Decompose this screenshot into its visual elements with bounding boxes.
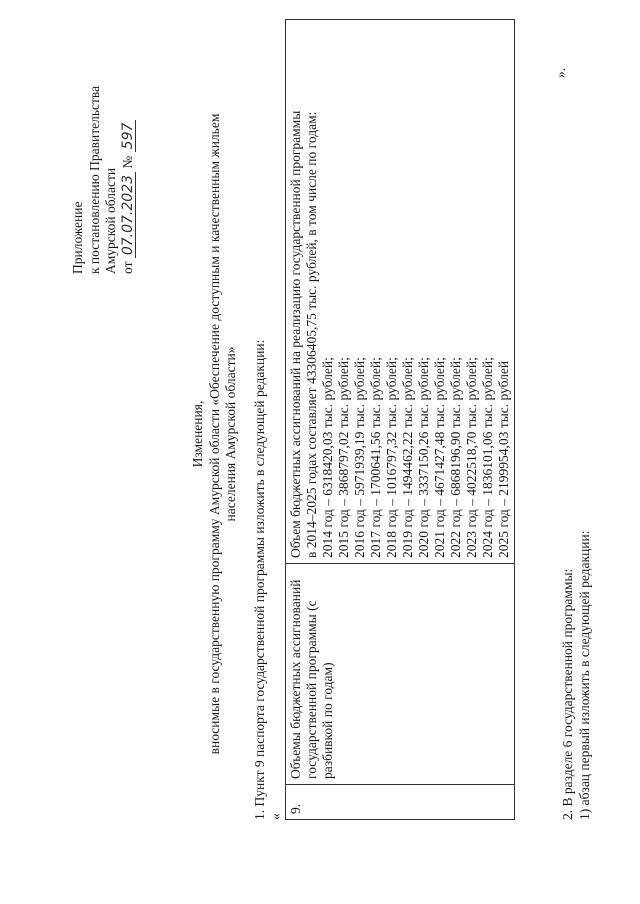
table-row <box>286 20 515 820</box>
row-content <box>286 20 515 564</box>
section-2-line-2: 1) абзац первый изложить в следующей редакции: <box>576 530 592 820</box>
item-1-text: 1. Пункт 9 паспорта государственной программы изложить в следующей редакции: <box>252 339 267 820</box>
summary-line-2: в 2014–2025 годах составляет 43306405,75 тыс. рублей, в том числе по годам: <box>304 111 319 558</box>
year-line: 2024 год – 1836101,06 тыс. рублей; <box>480 357 495 558</box>
passport-table <box>285 19 515 820</box>
handwritten-date: 07.07.2023 <box>121 172 136 258</box>
title-line-1: Изменения, <box>190 400 205 468</box>
appendix-line-3: Амурской области <box>103 167 118 274</box>
year-line: 2025 год – 2199954,03 тыс. рублей <box>496 360 511 558</box>
row-name: Объемы бюджетных ассигнований государственной программы (с разбивкой по годам) <box>286 564 515 785</box>
handwritten-number: 597 <box>121 120 136 153</box>
appendix-block <box>70 86 136 274</box>
appendix-line-2: к постановлению Правительства <box>86 85 102 274</box>
year-line: 2018 год – 1016797,32 тыс. рублей; <box>384 357 399 558</box>
number-prefix: № <box>119 155 135 169</box>
changes-title <box>190 74 240 794</box>
year-line: 2014 год – 6318420,03 тыс. рублей; <box>320 357 335 558</box>
section-2 <box>560 531 593 821</box>
appendix-line-1: Приложение <box>70 201 85 274</box>
year-line: 2016 год – 5971939,19 тыс. рублей; <box>352 357 367 558</box>
title-line-3: населения Амурской области» <box>223 346 238 522</box>
opening-quote: « <box>268 813 283 820</box>
from-prefix: от <box>119 261 135 274</box>
summary-line-1: Объем бюджетных ассигнований на реализацию государственной программы <box>288 110 303 558</box>
title-line-2: вносимые в государственную программу Амурской области «Обеспечение доступным и качественным жильем <box>206 113 222 755</box>
row-number: 9. <box>286 785 515 820</box>
year-line: 2020 год – 3337150,26 тыс. рублей; <box>416 357 431 558</box>
year-line: 2021 год – 4671427,48 тыс. рублей; <box>432 357 447 558</box>
closing-quote: ». <box>553 67 568 78</box>
section-2-line-1: 2. В разделе 6 государственной программы: <box>560 568 575 820</box>
year-line: 2019 год – 1494462,22 тыс. рублей; <box>400 357 415 558</box>
year-line: 2017 год – 1700641,56 тыс. рублей; <box>368 357 383 558</box>
year-line: 2023 год – 4022518,70 тыс. рублей; <box>464 357 479 558</box>
appendix-date-line <box>120 86 137 274</box>
year-line: 2022 год – 6868196,90 тыс. рублей; <box>448 357 463 558</box>
year-line: 2015 год – 3868797,02 тыс. рублей; <box>336 357 351 558</box>
